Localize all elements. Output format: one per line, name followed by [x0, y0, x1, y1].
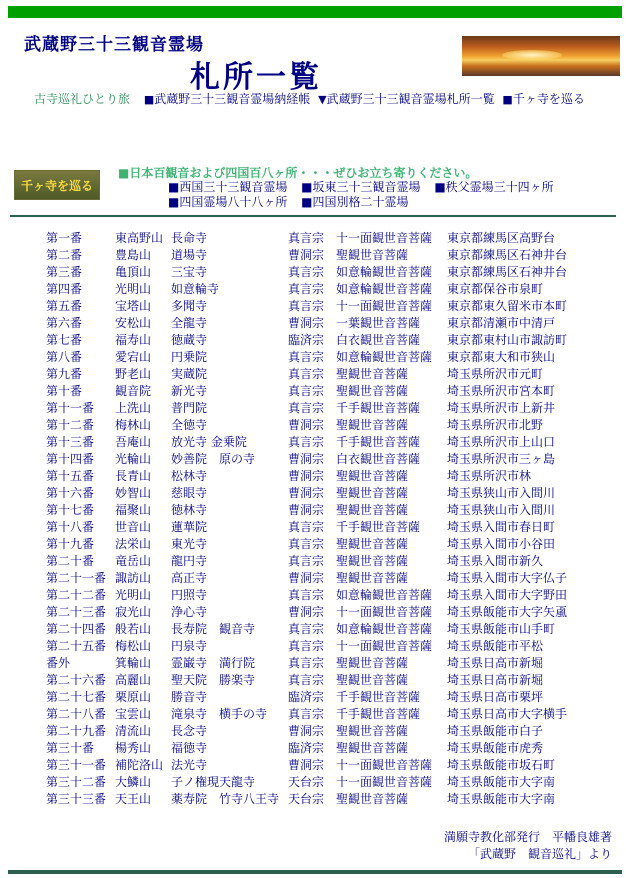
table-row	[46, 450, 587, 467]
temple-name: 新光寺	[171, 384, 208, 398]
temple-name: 妙善院 原の寺	[171, 452, 256, 466]
top-bar	[8, 6, 622, 18]
temple-name: 円泉寺	[171, 639, 208, 653]
sect: 臨済宗	[288, 690, 325, 704]
nav-marker: ■	[502, 93, 513, 106]
sango: 寂光山	[115, 605, 152, 619]
honzon: 十一面観世音菩薩	[336, 758, 433, 772]
sect: 天台宗	[288, 792, 325, 806]
sect: 真言宗	[288, 656, 325, 670]
temple-name: 東光寺	[171, 537, 208, 551]
fudasho-number: 第二十五番	[46, 639, 107, 653]
sect: 真言宗	[288, 707, 325, 721]
sect: 真言宗	[288, 554, 325, 568]
sango: 楊秀山	[115, 741, 152, 755]
sunset-image	[462, 36, 620, 76]
address: 東京都清瀬市中清戸	[447, 316, 556, 330]
honzon: 十一面観世音菩薩	[336, 605, 433, 619]
table-row	[46, 569, 587, 586]
address: 東京都練馬区高野台	[447, 231, 556, 245]
honzon: 聖観世音菩薩	[336, 367, 409, 381]
fudasho-number: 第十六番	[46, 486, 95, 500]
sango: 宝塔山	[115, 299, 152, 313]
table-row	[46, 518, 587, 535]
fudasho-number: 第二十八番	[46, 707, 107, 721]
sect: 真言宗	[288, 265, 325, 279]
honzon: 一葉観世音菩薩	[336, 316, 421, 330]
link-shikoku-bekkaku[interactable]: ■四国別格二十霊場	[301, 195, 409, 209]
link-saigoku[interactable]: ■西国三十三観音霊場	[168, 180, 288, 194]
sect: 真言宗	[288, 367, 325, 381]
divider	[10, 215, 616, 217]
address: 埼玉県飯能市虎秀	[447, 741, 544, 755]
link-shikoku-88[interactable]: ■四国霊場八十八ヶ所	[168, 195, 288, 209]
fudasho-number: 第十一番	[46, 401, 95, 415]
sango: 宝雲山	[115, 707, 152, 721]
temple-name: 長命寺	[171, 231, 208, 245]
temple-name: 法光寺	[171, 758, 208, 772]
address: 埼玉県狭山市入間川	[447, 486, 556, 500]
address: 埼玉県飯能市大字矢颪	[447, 605, 568, 619]
address: 埼玉県入間市小谷田	[447, 537, 556, 551]
temple-name: 高正寺	[171, 571, 208, 585]
fudasho-number: 第三番	[46, 265, 83, 279]
temple-name: 長寿院 観音寺	[171, 622, 256, 636]
address: 埼玉県飯能市平松	[447, 639, 544, 653]
sango: 吾庵山	[115, 435, 152, 449]
fudasho-number: 第二番	[46, 248, 83, 262]
honzon: 十一面観世音菩薩	[336, 231, 433, 245]
senkaji-banner-button[interactable]: 千ヶ寺を巡る	[14, 170, 100, 200]
address: 埼玉県飯能市白子	[447, 724, 544, 738]
sect: 曹洞宗	[288, 418, 325, 432]
sect: 臨済宗	[288, 333, 325, 347]
fudasho-number: 第三十番	[46, 741, 95, 755]
honzon: 千手観世音菩薩	[336, 690, 421, 704]
table-row	[46, 722, 587, 739]
temple-name: 松林寺	[171, 469, 208, 483]
sango: 福聚山	[115, 503, 152, 517]
sect: 真言宗	[288, 401, 325, 415]
sect: 曹洞宗	[288, 469, 325, 483]
sango: 光明山	[115, 588, 152, 602]
table-row	[46, 552, 587, 569]
footer-credit	[428, 829, 612, 863]
honzon: 千手観世音菩薩	[336, 707, 421, 721]
honzon: 聖観世音菩薩	[336, 792, 409, 806]
address: 埼玉県所沢市三ヶ島	[447, 452, 556, 466]
table-row	[46, 773, 587, 790]
sango: 観音院	[115, 384, 152, 398]
sect: 真言宗	[288, 282, 325, 296]
sect: 真言宗	[288, 435, 325, 449]
sango: 亀頂山	[115, 265, 152, 279]
temple-name: 徳林寺	[171, 503, 208, 517]
honzon: 千手観世音菩薩	[336, 435, 421, 449]
link-chichibu[interactable]: ■秩父霊場三十四ヶ所	[434, 180, 554, 194]
temple-name: 多聞寺	[171, 299, 208, 313]
sango: 東高野山	[115, 231, 164, 245]
honzon: 聖観世音菩薩	[336, 741, 409, 755]
temple-name: 霊巌寺 満行院	[171, 656, 256, 670]
sect: 真言宗	[288, 673, 325, 687]
sango: 上洗山	[115, 401, 152, 415]
address: 埼玉県入間市春日町	[447, 520, 556, 534]
honzon: 如意輪観世音菩薩	[336, 588, 433, 602]
address: 埼玉県飯能市坂石町	[447, 758, 556, 772]
sect: 曹洞宗	[288, 758, 325, 772]
fudasho-number: 第一番	[46, 231, 83, 245]
sango: 妙智山	[115, 486, 152, 500]
table-row	[46, 280, 587, 297]
table-row	[46, 637, 587, 654]
fudasho-number: 第十八番	[46, 520, 95, 534]
bottom-bar	[8, 870, 622, 874]
honzon: 聖観世音菩薩	[336, 554, 409, 568]
address: 埼玉県日高市大字横手	[447, 707, 568, 721]
temple-name: 長念寺	[171, 724, 208, 738]
address: 東京都東村山市諏訪町	[447, 333, 568, 347]
sect: 真言宗	[288, 537, 325, 551]
table-row	[46, 688, 587, 705]
sango: 天王山	[115, 792, 152, 806]
fudasho-number: 第八番	[46, 350, 83, 364]
temple-name: 浄心寺	[171, 605, 208, 619]
nav-link-nokyocho[interactable]: 武蔵野三十三観音霊場納経帳	[154, 92, 311, 106]
table-row	[46, 501, 587, 518]
sect: 曹洞宗	[288, 724, 325, 738]
temple-name: 滝泉寺 横手の寺	[171, 707, 268, 721]
fudasho-number: 第二十六番	[46, 673, 107, 687]
honzon: 十一面観世音菩薩	[336, 299, 433, 313]
sect: 曹洞宗	[288, 316, 325, 330]
sango: 竜岳山	[115, 554, 152, 568]
nav-link-fudasho-list[interactable]: 武蔵野三十三観音霊場札所一覧	[326, 92, 495, 106]
temple-name: 徳蔵寺	[171, 333, 208, 347]
sango: 光輪山	[115, 452, 152, 466]
fudasho-number: 第二十四番	[46, 622, 107, 636]
footer-publisher: 満願寺教化部発行 平幡良雄著	[443, 830, 612, 844]
address: 埼玉県日高市新堀	[447, 656, 544, 670]
sango: 箕輪山	[115, 656, 152, 670]
table-row	[46, 382, 587, 399]
honzon: 聖観世音菩薩	[336, 656, 409, 670]
honzon: 聖観世音菩薩	[336, 418, 409, 432]
table-row	[46, 620, 587, 637]
address: 東京都東大和市狭山	[447, 350, 556, 364]
fudasho-number: 第十七番	[46, 503, 95, 517]
address: 埼玉県日高市新堀	[447, 673, 544, 687]
link-bando[interactable]: ■坂東三十三観音霊場	[301, 180, 421, 194]
address: 埼玉県日高市栗坪	[447, 690, 544, 704]
table-row	[46, 365, 587, 382]
honzon: 聖観世音菩薩	[336, 537, 409, 551]
fudasho-number: 第十五番	[46, 469, 95, 483]
table-row	[46, 603, 587, 620]
sango: 般若山	[115, 622, 152, 636]
temple-list	[46, 229, 587, 807]
sect: 曹洞宗	[288, 605, 325, 619]
sango: 梅松山	[115, 639, 152, 653]
honzon: 聖観世音菩薩	[336, 673, 409, 687]
table-row	[46, 331, 587, 348]
sango: 福寿山	[115, 333, 152, 347]
address: 埼玉県所沢市林	[447, 469, 532, 483]
temple-name: 全徳寺	[171, 418, 208, 432]
honzon: 千手観世音菩薩	[336, 520, 421, 534]
nav-bar	[34, 90, 589, 107]
table-row	[46, 416, 587, 433]
sect: 曹洞宗	[288, 452, 325, 466]
nav-current-marker: ▼	[318, 93, 327, 106]
fudasho-number: 第二十番	[46, 554, 95, 568]
honzon: 白衣観世音菩薩	[336, 452, 421, 466]
honzon: 聖観世音菩薩	[336, 724, 409, 738]
address: 東京都練馬区石神井台	[447, 248, 568, 262]
honzon: 如意輪観世音菩薩	[336, 350, 433, 364]
temple-name: 普門院	[171, 401, 208, 415]
address: 埼玉県狭山市入間川	[447, 503, 556, 517]
table-row	[46, 399, 587, 416]
temple-name: 円照寺	[171, 588, 208, 602]
temple-name: 慈眼寺	[171, 486, 208, 500]
table-row	[46, 705, 587, 722]
sect: 真言宗	[288, 384, 325, 398]
nav-marker: ■	[143, 93, 155, 106]
sango: 栗原山	[115, 690, 152, 704]
table-row	[46, 314, 587, 331]
sango: 補陀洛山	[115, 758, 164, 772]
sango: 安松山	[115, 316, 152, 330]
fudasho-number: 第二十九番	[46, 724, 107, 738]
table-row	[46, 484, 587, 501]
honzon: 白衣観世音菩薩	[336, 333, 421, 347]
temple-name: 全龍寺	[171, 316, 208, 330]
nav-home-link[interactable]: 古寺巡礼ひとり旅	[34, 92, 131, 106]
honzon: 如意輪観世音菩薩	[336, 265, 433, 279]
fudasho-number: 第三十二番	[46, 775, 107, 789]
address: 東京都練馬区石神井台	[447, 265, 568, 279]
table-row	[46, 263, 587, 280]
honzon: 聖観世音菩薩	[336, 248, 409, 262]
table-row	[46, 433, 587, 450]
fudasho-number: 第七番	[46, 333, 83, 347]
address: 埼玉県飯能市山手町	[447, 622, 556, 636]
table-row	[46, 739, 587, 756]
temple-name: 実蔵院	[171, 367, 208, 381]
sect: 真言宗	[288, 520, 325, 534]
fudasho-number: 第四番	[46, 282, 83, 296]
sect: 真言宗	[288, 231, 325, 245]
fudasho-number: 第十三番	[46, 435, 95, 449]
sect: 真言宗	[288, 639, 325, 653]
temple-name: 円乗院	[171, 350, 208, 364]
sect: 曹洞宗	[288, 503, 325, 517]
temple-name: 如意輪寺	[171, 282, 220, 296]
address: 埼玉県飯能市大字南	[447, 775, 556, 789]
sango: 梅林山	[115, 418, 152, 432]
sect: 真言宗	[288, 350, 325, 364]
page-title: 札所一覧	[190, 60, 322, 95]
address: 東京都東久留米市本町	[447, 299, 568, 313]
sango: 野老山	[115, 367, 152, 381]
honzon: 聖観世音菩薩	[336, 384, 409, 398]
table-row	[46, 535, 587, 552]
table-row	[46, 586, 587, 603]
sango: 愛宕山	[115, 350, 152, 364]
temple-name: 龍円寺	[171, 554, 208, 568]
sect: 曹洞宗	[288, 248, 325, 262]
honzon: 十一面観世音菩薩	[336, 775, 433, 789]
promo-text: ■日本百観音および四国百八ヶ所・・・ぜひお立ち寄りください。	[118, 166, 478, 180]
table-row	[46, 671, 587, 688]
temple-name: 薬寿院 竹寺八王寺	[171, 792, 280, 806]
fudasho-number: 第九番	[46, 367, 83, 381]
sango: 大鱗山	[115, 775, 152, 789]
fudasho-number: 第三十一番	[46, 758, 107, 772]
address: 埼玉県所沢市上山口	[447, 435, 556, 449]
sect: 真言宗	[288, 588, 325, 602]
footer-source: 「武蔵野 観音巡礼」より	[467, 847, 612, 861]
temple-name: 蓮華院	[171, 520, 208, 534]
honzon: 聖観世音菩薩	[336, 469, 409, 483]
sango: 長青山	[115, 469, 152, 483]
honzon: 聖観世音菩薩	[336, 571, 409, 585]
table-row	[46, 229, 587, 246]
address: 埼玉県所沢市上新井	[447, 401, 556, 415]
fudasho-number: 第二十七番	[46, 690, 107, 704]
fudasho-number: 番外	[46, 656, 71, 670]
table-row	[46, 297, 587, 314]
fudasho-number: 第六番	[46, 316, 83, 330]
sango: 諏訪山	[115, 571, 152, 585]
address: 埼玉県入間市新久	[447, 554, 544, 568]
fudasho-number: 第十四番	[46, 452, 95, 466]
temple-name: 子ノ権現天龍寺	[171, 775, 256, 789]
address: 埼玉県飯能市大字南	[447, 792, 556, 806]
sango: 光明山	[115, 282, 152, 296]
sect: 臨済宗	[288, 741, 325, 755]
temple-name: 勝音寺	[171, 690, 208, 704]
fudasho-number: 第二十二番	[46, 588, 107, 602]
sango: 世音山	[115, 520, 152, 534]
fudasho-number: 第十二番	[46, 418, 95, 432]
pilgrimage-links	[168, 180, 564, 210]
temple-name: 三宝寺	[171, 265, 208, 279]
honzon: 聖観世音菩薩	[336, 486, 409, 500]
sect: 曹洞宗	[288, 571, 325, 585]
fudasho-number: 第二十一番	[46, 571, 107, 585]
honzon: 如意輪観世音菩薩	[336, 622, 433, 636]
address: 埼玉県入間市大字野田	[447, 588, 568, 602]
address: 埼玉県入間市大字仏子	[447, 571, 568, 585]
sect: 天台宗	[288, 775, 325, 789]
table-row	[46, 467, 587, 484]
fudasho-number: 第五番	[46, 299, 83, 313]
address: 埼玉県所沢市宮本町	[447, 384, 556, 398]
honzon: 十一面観世音菩薩	[336, 639, 433, 653]
sango: 豊島山	[115, 248, 152, 262]
address: 埼玉県所沢市北野	[447, 418, 544, 432]
address: 東京都保谷市泉町	[447, 282, 544, 296]
table-row	[46, 348, 587, 365]
honzon: 千手観世音菩薩	[336, 401, 421, 415]
sango: 法栄山	[115, 537, 152, 551]
site-title: 武蔵野三十三観音霊場	[24, 35, 204, 55]
sect: 真言宗	[288, 299, 325, 313]
temple-name: 放光寺 金乗院	[171, 435, 247, 449]
fudasho-number: 第三十三番	[46, 792, 107, 806]
nav-link-senkaji[interactable]: 千ヶ寺を巡る	[512, 92, 585, 106]
sango: 清流山	[115, 724, 152, 738]
fudasho-number: 第二十三番	[46, 605, 107, 619]
table-row	[46, 654, 587, 671]
temple-name: 福徳寺	[171, 741, 208, 755]
fudasho-number: 第十番	[46, 384, 83, 398]
honzon: 如意輪観世音菩薩	[336, 282, 433, 296]
table-row	[46, 790, 587, 807]
fudasho-number: 第十九番	[46, 537, 95, 551]
temple-name: 道場寺	[171, 248, 208, 262]
temple-name: 聖天院 勝楽寺	[171, 673, 256, 687]
table-row	[46, 246, 587, 263]
sect: 曹洞宗	[288, 486, 325, 500]
honzon: 聖観世音菩薩	[336, 503, 409, 517]
sect: 真言宗	[288, 622, 325, 636]
table-row	[46, 756, 587, 773]
address: 埼玉県所沢市元町	[447, 367, 544, 381]
sango: 高麗山	[115, 673, 152, 687]
